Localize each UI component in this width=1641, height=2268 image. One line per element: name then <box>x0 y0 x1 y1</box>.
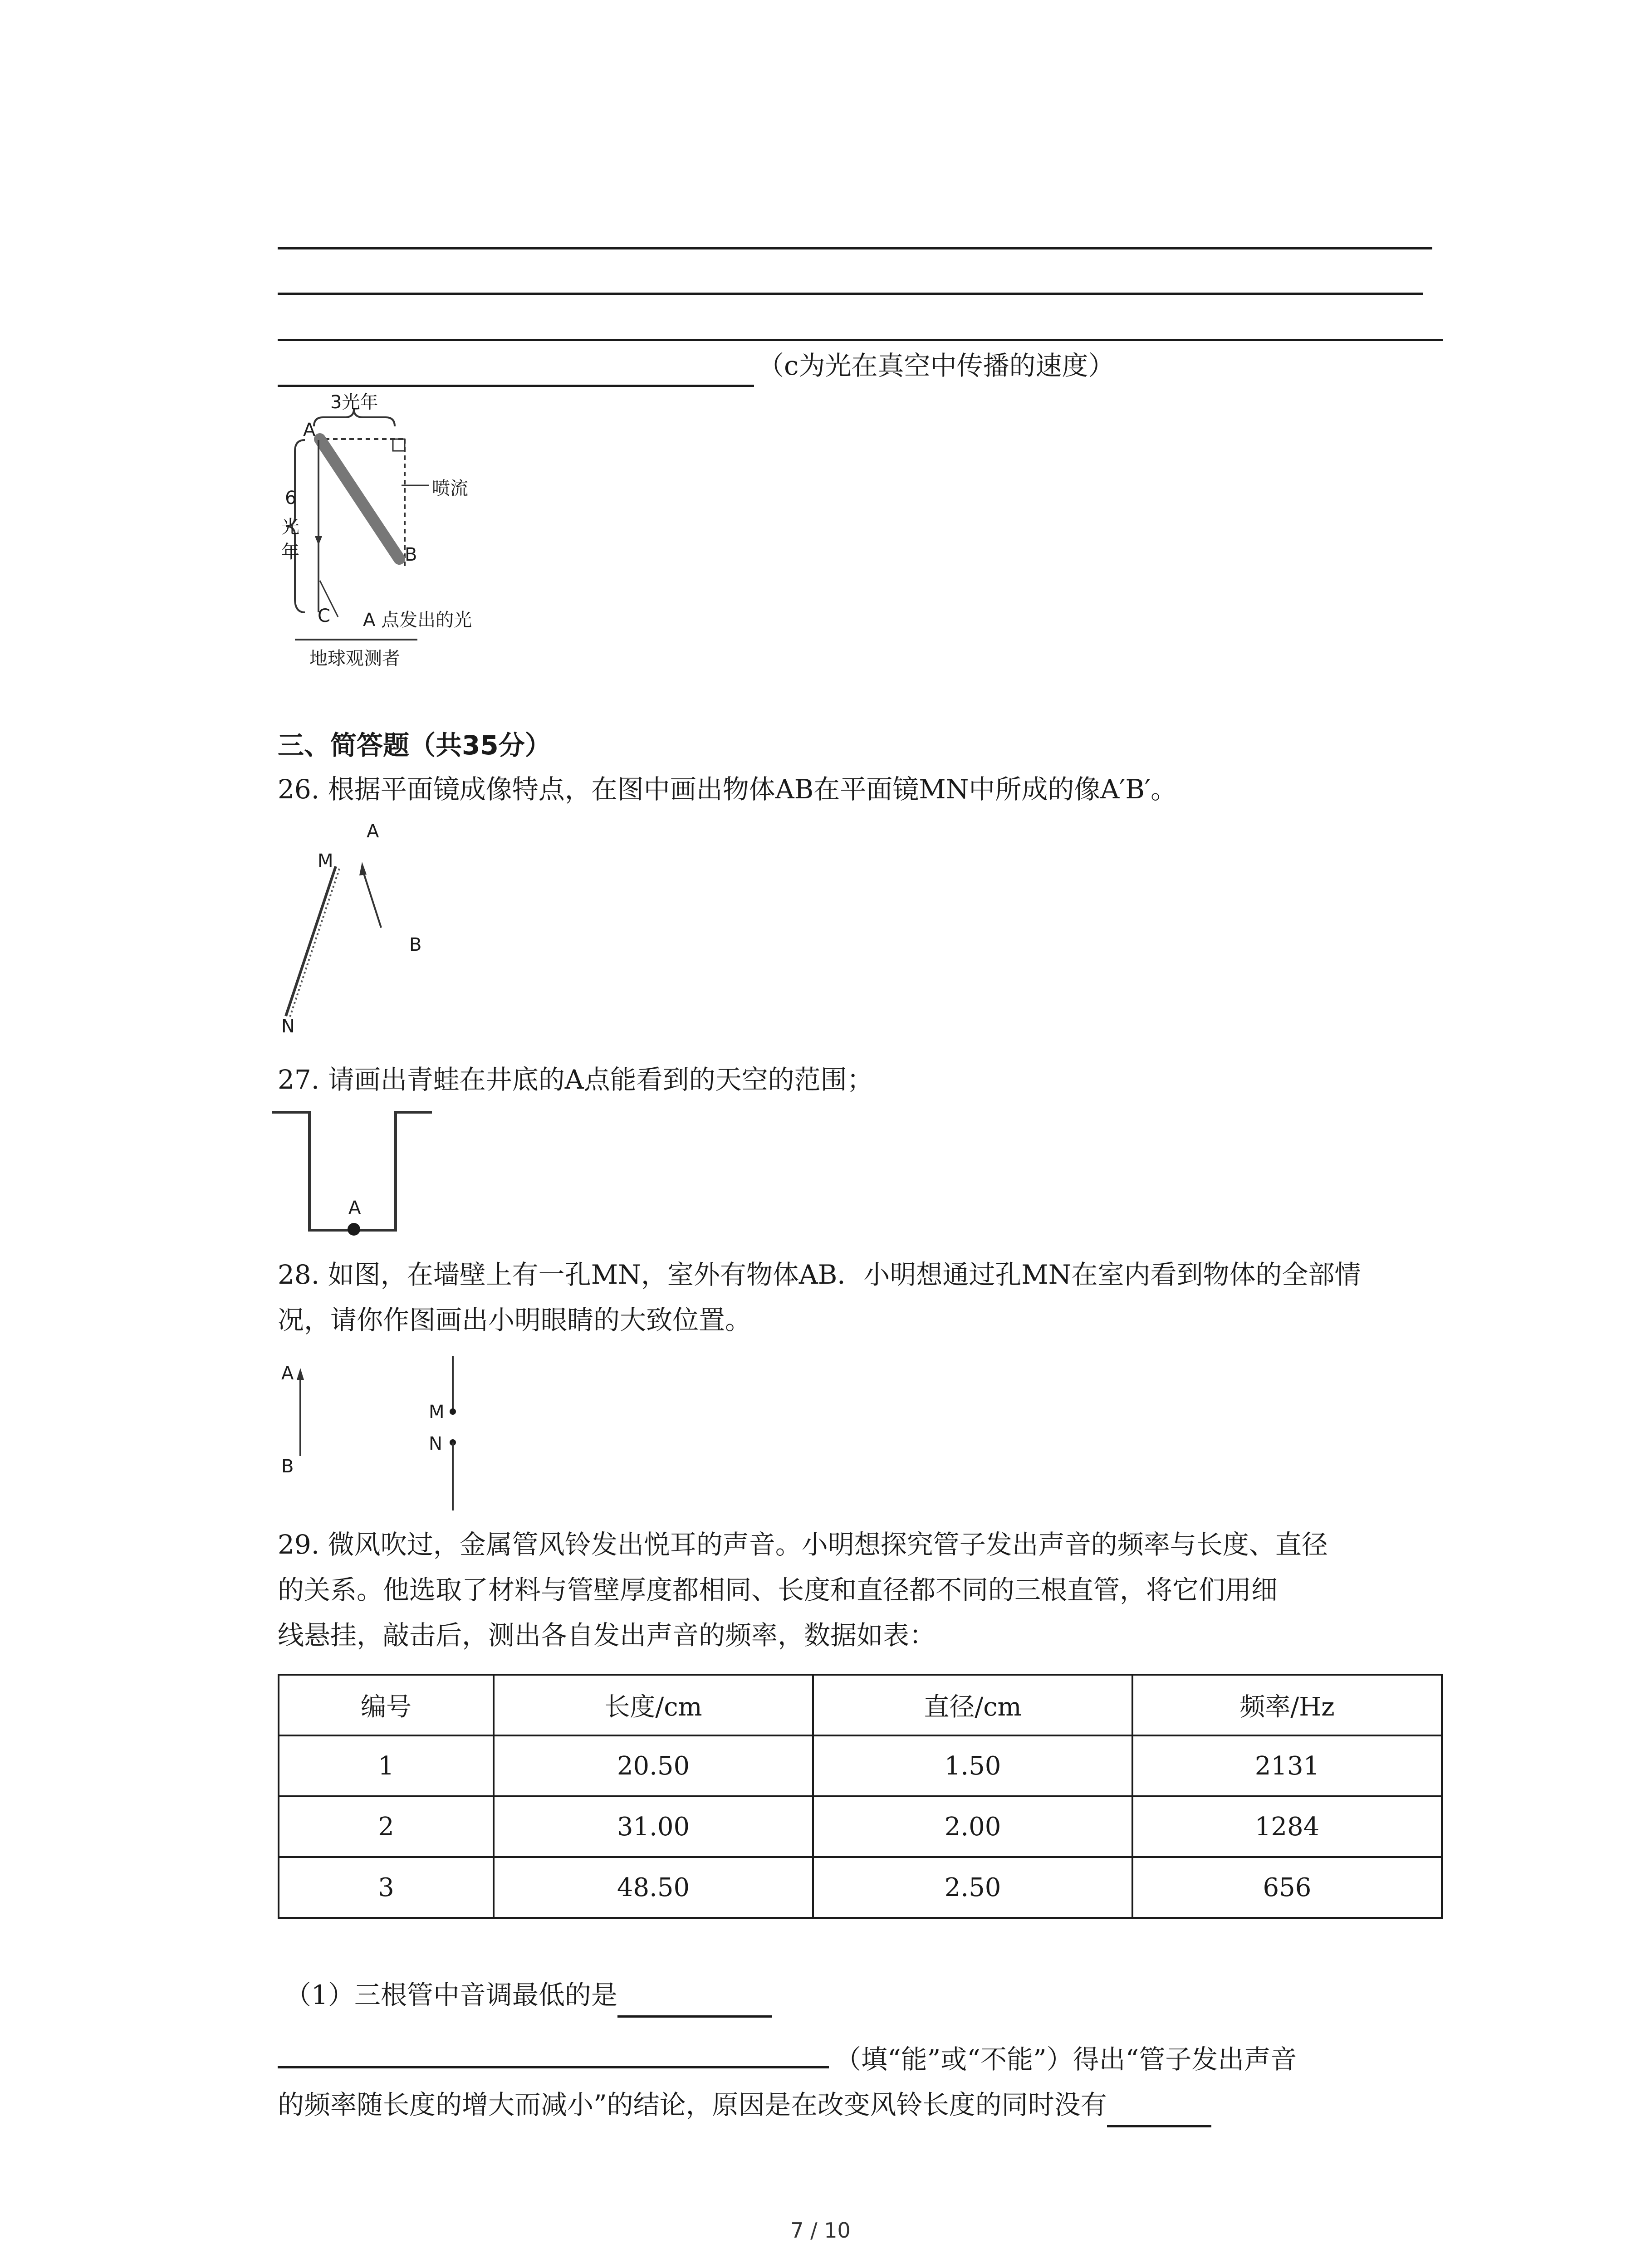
cell-number: 3 <box>279 1857 494 1918</box>
q26-label-N: N <box>281 1016 295 1037</box>
cell-frequency: 2131 <box>1132 1735 1442 1796</box>
jet-label-B: B <box>405 544 417 565</box>
q29-sub1: （1）三根管中音调最低的是 <box>285 1972 772 2018</box>
jet-label-A: A <box>303 420 316 440</box>
table-row <box>279 1735 1442 1796</box>
answer-line-1[interactable] <box>278 247 1432 249</box>
q29-sub2-line2: 的频率随长度的增大而减小”的结论，原因是在改变风铃长度的同时没有 <box>278 2082 1211 2127</box>
q28-label-A: A <box>281 1363 294 1384</box>
q27-well-figure <box>272 1107 454 1243</box>
label-jet: 喷流 <box>432 478 468 499</box>
answer-line-3[interactable] <box>278 339 1443 341</box>
page-number: 7 / 10 <box>790 2218 851 2243</box>
q29-line3: 线悬挂，敲击后，测出各自发出声音的频率，数据如表： <box>278 1620 936 1651</box>
cell-length: 31.00 <box>494 1796 813 1857</box>
q26-figure <box>272 816 454 1043</box>
answer-line-2[interactable] <box>278 293 1423 295</box>
q29-sub2-tail: （填“能”或“不能”）得出“管子发出声音 <box>835 2044 1297 2075</box>
th-number: 编号 <box>279 1675 494 1735</box>
blank-lowest-pitch[interactable] <box>617 1988 772 2018</box>
q28-label-N: N <box>429 1433 442 1454</box>
mirror-hatch <box>289 869 339 1018</box>
q28-line1: 28. 如图，在墙壁上有一孔MN，室外有物体AB．小明想通过孔MN在室内看到物体的全部情 <box>278 1259 1361 1290</box>
cell-length: 48.50 <box>494 1857 813 1918</box>
table-row <box>279 1857 1442 1918</box>
q26-label-A: A <box>367 821 379 842</box>
label-6ly-nian: 年 <box>281 542 299 562</box>
q27-label-A: A <box>348 1198 361 1218</box>
th-diameter: 直径/cm <box>813 1675 1132 1735</box>
mirror-MN <box>286 866 336 1016</box>
right-angle-mark <box>393 439 405 451</box>
label-light: A 点发出的光 <box>363 610 472 631</box>
q28-figure <box>272 1356 499 1520</box>
q28-label-M: M <box>429 1402 445 1422</box>
cell-length: 20.50 <box>494 1735 813 1796</box>
q29-line2: 的关系。他选取了材料与管壁厚度都相同、长度和直径都不同的三根直管，将它们用细 <box>278 1574 1278 1605</box>
cell-diameter: 1.50 <box>813 1735 1132 1796</box>
label-6ly-num: 6 <box>285 488 297 508</box>
q28-line2: 况，请你作图画出小明眼睛的大致位置。 <box>278 1305 752 1335</box>
jet-label-C: C <box>318 606 330 626</box>
label-6ly-guang: 光 <box>281 517 299 538</box>
cell-diameter: 2.00 <box>813 1796 1132 1857</box>
table-row <box>279 1796 1442 1857</box>
th-length: 长度/cm <box>494 1675 813 1735</box>
label-observer: 地球观测者 <box>309 648 400 669</box>
object-AB <box>363 871 381 928</box>
object-arrow <box>297 1368 304 1380</box>
jet-bar <box>320 439 399 559</box>
label-3ly: 3光年 <box>330 392 378 413</box>
hole-M <box>450 1408 456 1415</box>
object-arrow <box>359 862 367 875</box>
section-title: 三、简答题（共35分） <box>278 730 551 761</box>
q27-text: 27. 请画出青蛙在井底的A点能看到的天空的范围； <box>278 1064 873 1095</box>
cell-frequency: 1284 <box>1132 1796 1442 1857</box>
blank-reason[interactable] <box>1107 2098 1211 2127</box>
q26-label-M: M <box>318 850 333 871</box>
cell-number: 2 <box>279 1796 494 1857</box>
blank-can-or-not[interactable] <box>278 2066 829 2068</box>
frequency-table <box>278 1674 1443 1919</box>
q26-label-B: B <box>409 934 422 955</box>
cell-frequency: 656 <box>1132 1857 1442 1918</box>
th-frequency: 频率/Hz <box>1132 1675 1442 1735</box>
q26-text: 26. 根据平面镜成像特点，在图中画出物体AB在平面镜MN中所成的像A′B′。 <box>278 774 1177 805</box>
light-arrow <box>315 536 322 545</box>
cell-number: 1 <box>279 1735 494 1796</box>
q29-line1: 29. 微风吹过，金属管风铃发出悦耳的声音。小明想探究管子发出声音的频率与长度、直径 <box>278 1529 1328 1560</box>
table-header-row <box>279 1675 1442 1735</box>
frog-point-A <box>348 1223 360 1236</box>
q28-label-B: B <box>281 1456 294 1477</box>
cell-diameter: 2.50 <box>813 1857 1132 1918</box>
answer-suffix: （c为光在真空中传播的速度） <box>758 350 1115 381</box>
